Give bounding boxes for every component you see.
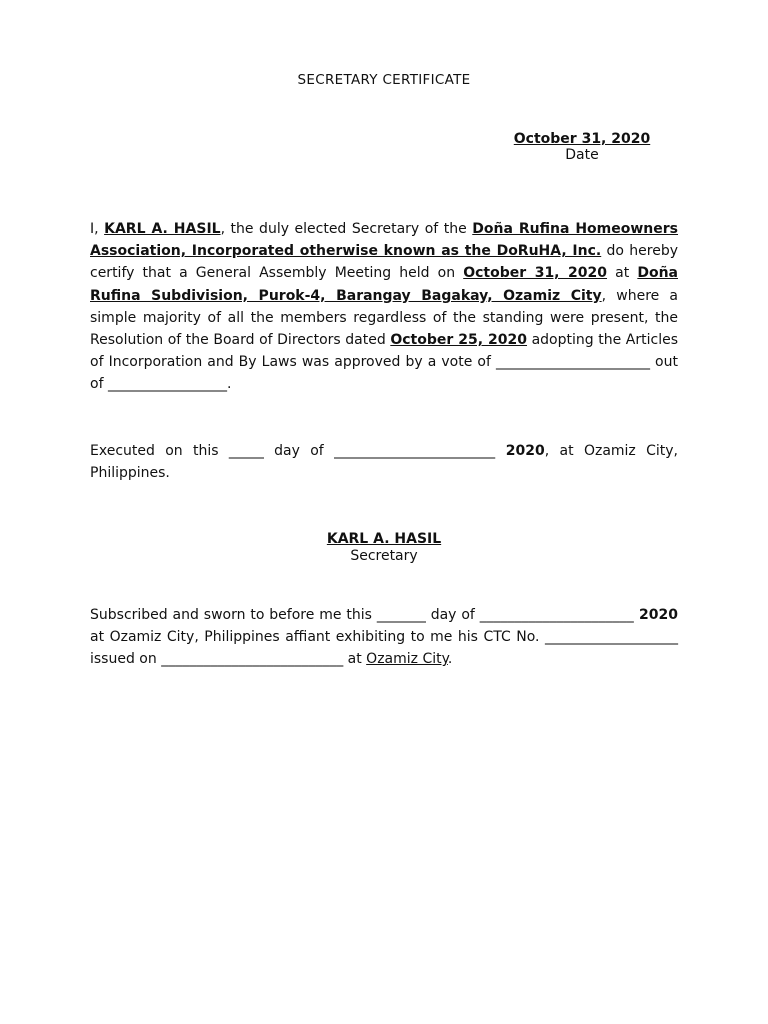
signatory-role: Secretary	[350, 548, 418, 564]
text: Executed on this	[90, 443, 229, 459]
text: , at Ozamiz City, Philippines.	[90, 443, 678, 482]
year: 2020	[495, 443, 545, 459]
month-blank: ______________________	[479, 607, 634, 623]
text: Subscribed and sworn to before me this	[90, 607, 377, 623]
text: out of	[90, 354, 678, 393]
year: 2020	[633, 607, 678, 623]
ctc-number-blank: ___________________	[545, 629, 678, 645]
text: .	[447, 651, 453, 667]
execution-paragraph	[90, 440, 678, 484]
text: at	[343, 651, 367, 667]
text: issued on	[90, 651, 162, 667]
date-block	[480, 131, 684, 163]
date-label: Date	[565, 147, 599, 163]
total-votes-blank: _________________	[107, 376, 227, 393]
signatory-name: KARL A. HASIL	[326, 531, 442, 547]
text: at	[607, 265, 638, 282]
text: .	[226, 376, 232, 393]
text: adopting the Articles of Incorporation and By Laws was approved by a vote of	[90, 332, 678, 371]
meeting-venue: Doña Rufina Subdivision, Purok-4, Barangay Bagakay, Ozamiz City	[90, 265, 678, 304]
text: day of	[425, 607, 480, 623]
resolution-date: October 25, 2020	[390, 332, 528, 349]
text: day of	[263, 443, 335, 459]
day-blank: _______	[376, 607, 426, 623]
day-blank: _____	[228, 443, 264, 459]
signature-block	[0, 531, 768, 565]
date-value: October 31, 2020	[513, 131, 651, 147]
text: , the duly elected Secretary of the	[220, 221, 473, 237]
month-blank: _______________________	[334, 443, 496, 459]
votes-blank: ______________________	[495, 354, 650, 371]
jurat-paragraph	[90, 604, 678, 670]
issued-date-blank: __________________________	[161, 651, 344, 667]
text: at Ozamiz City, Philippines affiant exhibiting to me his CTC No.	[90, 629, 545, 645]
text: do hereby certify that a General Assembly Meeting held on	[90, 243, 678, 282]
association-name: Doña Rufina Homeowners Association, Incorporated otherwise known as the DoRuHA, Inc.	[90, 221, 679, 260]
secretary-name: KARL A. HASIL	[104, 221, 221, 237]
text: , where a simple majority of all the members regardless of the standing were present, the Resolution of the Board of Directors dated	[90, 287, 678, 349]
meeting-date: October 31, 2020	[463, 265, 608, 282]
certification-paragraph	[90, 218, 678, 396]
document-title: SECRETARY CERTIFICATE	[297, 72, 471, 88]
place: Ozamiz City	[366, 651, 448, 667]
text: I,	[90, 221, 105, 237]
